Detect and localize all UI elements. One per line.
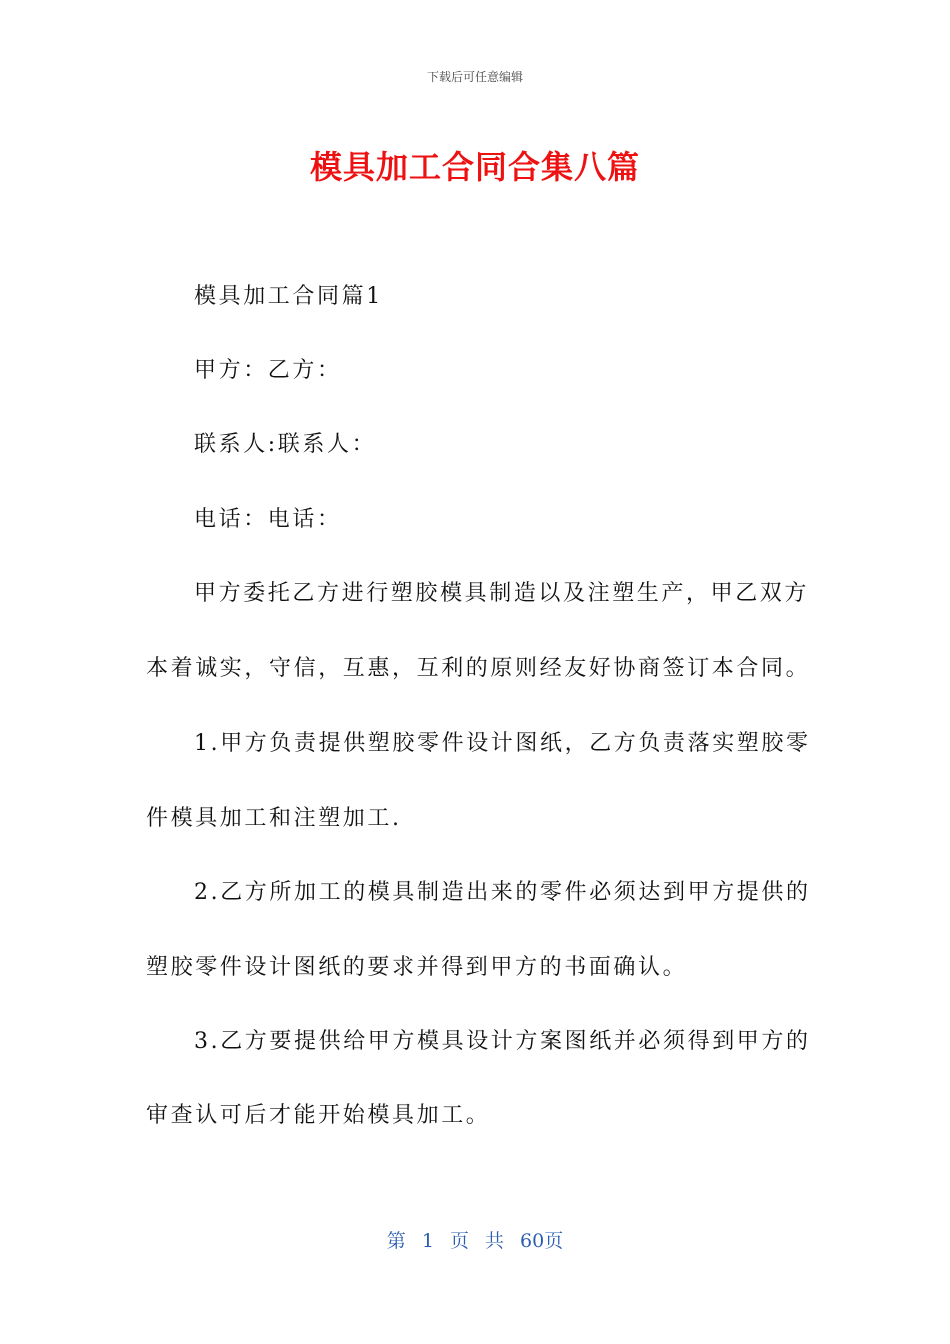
section-heading: 模具加工合同篇1 [194,284,383,309]
party-line: 甲方：乙方： [194,358,342,383]
page-footer: 第 1 页 共 60页 [386,1230,564,1252]
paragraph-line: 2.乙方所加工的模具制造出来的零件必须达到甲方提供的 [194,880,811,905]
document-title: 模具加工合同合集八篇 [309,148,640,186]
paragraph-line: 塑胶零件设计图纸的要求并得到甲方的书面确认。 [146,955,688,980]
paragraph-line: 审查认可后才能开始模具加工。 [146,1103,491,1128]
paragraph-line: 甲方委托乙方进行塑胶模具制造以及注塑生产，甲乙双方 [194,581,810,606]
paragraph-line: 3.乙方要提供给甲方模具设计方案图纸并必须得到甲方的 [194,1029,811,1054]
paragraph-line: 件模具加工和注塑加工. [146,806,402,831]
paragraph-line: 本着诚实，守信，互惠，互利的原则经友好协商签订本合同。 [146,656,811,681]
header-note: 下载后可任意编辑 [426,70,523,84]
contact-line: 联系人:联系人： [194,432,377,457]
paragraph-line: 1.甲方负责提供塑胶零件设计图纸，乙方负责落实塑胶零 [194,731,811,756]
phone-line: 电话：电话： [194,507,342,532]
